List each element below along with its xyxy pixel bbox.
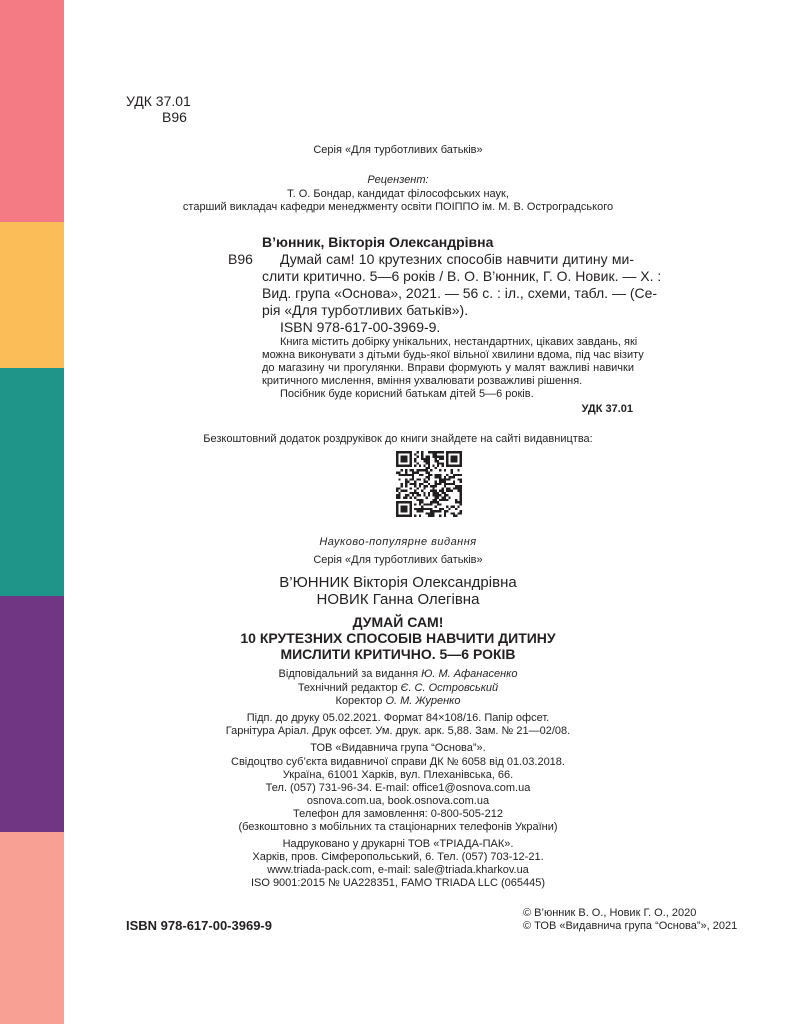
series-top: Серія «Для турботливих батьків» xyxy=(313,144,483,156)
annotation-line: Книга містить добірку унікальних, нестандартних, цікавих завдань, які xyxy=(280,336,638,348)
annotation-line: до магазину чи прогулянки. Вправи формують у малят важливі навички xyxy=(262,362,634,374)
author-2: НОВИК Ганна Олегівна xyxy=(316,591,480,608)
printer-line: ISO 9001:2015 № UA228351, FAMO TRIADA LLC (065445) xyxy=(250,877,546,889)
copyright-2: © ТОВ «Видавнича група “Основа”», 2021 xyxy=(523,920,738,932)
staff-proofreader xyxy=(0,695,796,707)
reviewer-line-2: старший викладач кафедри менеджменту освіти ПОІППО ім. М. В. Остроградського xyxy=(182,201,614,213)
staff-role: Відповідальний за видання xyxy=(278,668,419,680)
staff-name: Ю. М. Афанасенко xyxy=(421,668,518,680)
isbn-bottom: ISBN 978-617-00-3969-9 xyxy=(126,918,272,933)
staff-name: О. М. Журенко xyxy=(385,695,461,707)
staff-role: Технічний редактор xyxy=(297,682,398,694)
publisher-line: ТОВ «Видавнича група “Основа”». xyxy=(310,742,486,754)
printer-line: www.triada-pack.com, e-mail: sale@triada.kharkov.ua xyxy=(267,864,529,876)
staff-role: Коректор xyxy=(335,695,383,707)
free-supplement-note: Безкоштовний додаток роздруківок до книги знайдете на сайті видавництва: xyxy=(203,433,593,445)
author-1: В’ЮННИК Вікторія Олександрівна xyxy=(279,574,517,591)
edition-type: Науково-популярне видання xyxy=(319,536,477,548)
staff-name: Є. С. Островський xyxy=(400,682,499,694)
reviewer-title: Рецензент: xyxy=(367,174,429,186)
catalog-desc-line: Вид. група «Основа», 2021. — 56 с. : іл., схеми, табл. — (Се- xyxy=(262,285,658,301)
printer-line: Надруковано у друкарні ТОВ «ТРІАДА-ПАК». xyxy=(282,838,514,850)
series-bottom: Серія «Для турботливих батьків» xyxy=(313,554,483,566)
publisher-line: (безкоштовно з мобільних та стаціонарних телефонів України) xyxy=(238,821,558,833)
staff-tech-editor xyxy=(0,682,796,694)
book-title-line-3: МИСЛИТИ КРИТИЧНО. 5—6 РОКІВ xyxy=(280,646,516,662)
catalog-isbn: ISBN 978-617-00-3969-9. xyxy=(280,319,441,335)
catalog-udk: УДК 37.01 xyxy=(581,403,633,415)
qr-code-icon[interactable] xyxy=(396,451,462,517)
reviewer-line-1: Т. О. Бондар, кандидат філософських наук, xyxy=(287,188,509,200)
book-title-line-1: ДУМАЙ САМ! xyxy=(352,614,444,630)
print-specs-1: Підп. до друку 05.02.2021. Формат 84×108/16. Папір офсет. xyxy=(246,712,550,724)
publisher-line: osnova.com.ua, book.osnova.com.ua xyxy=(306,795,490,807)
stripe-yellow xyxy=(0,222,64,368)
catalog-desc-line: Думай сам! 10 крутезних способів навчити дитину ми- xyxy=(280,251,634,267)
udk-top: УДК 37.01 xyxy=(126,93,191,109)
catalog-description xyxy=(262,251,662,319)
catalog-desc-line: рія «Для турботливих батьків»). xyxy=(262,302,469,318)
publisher-line: Тел. (057) 731-96-34. E-mail: office1@osnova.com.ua xyxy=(265,782,531,794)
catalog-annotation xyxy=(262,336,644,401)
publisher-line: Свідоцтво суб’єкта видавничої справи ДК № 6058 від 01.03.2018. xyxy=(231,756,565,768)
publisher-line: Україна, 61001 Харків, вул. Плеханівська, 66. xyxy=(282,769,514,781)
annotation-line: критичного мислення, вміння ухвалювати розважливі рішення. xyxy=(262,375,583,387)
print-specs-2: Гарнітура Аріал. Друк офсет. Ум. друк. арк. 5,88. Зам. № 21—02/08. xyxy=(225,725,571,737)
annotation-line: можна виконувати з дітьми будь-якої вільної хвилини вдома, під час візиту xyxy=(262,349,644,361)
staff-responsible xyxy=(0,668,796,680)
publisher-line: Телефон для замовлення: 0-800-505-212 xyxy=(293,808,503,820)
printer-line: Харків, пров. Сімферопольський, 6. Тел. (057) 703-12-21. xyxy=(252,851,544,863)
catalog-code-top: В96 xyxy=(162,109,187,125)
copyright-1: © В’юнник В. О., Новик Г. О., 2020 xyxy=(523,907,697,919)
annotation-line: Посібник буде корисний батькам дітей 5—6 років. xyxy=(280,388,534,400)
catalog-desc-line: слити критично. 5—6 років / В. О. В’юнник, Г. О. Новик. — Х. : xyxy=(262,268,662,284)
catalog-code: В96 xyxy=(228,251,253,267)
catalog-author-heading: В’юнник, Вікторія Олександрівна xyxy=(262,234,494,250)
book-title-line-2: 10 КРУТЕЗНИХ СПОСОБІВ НАВЧИТИ ДИТИНУ xyxy=(240,630,556,646)
